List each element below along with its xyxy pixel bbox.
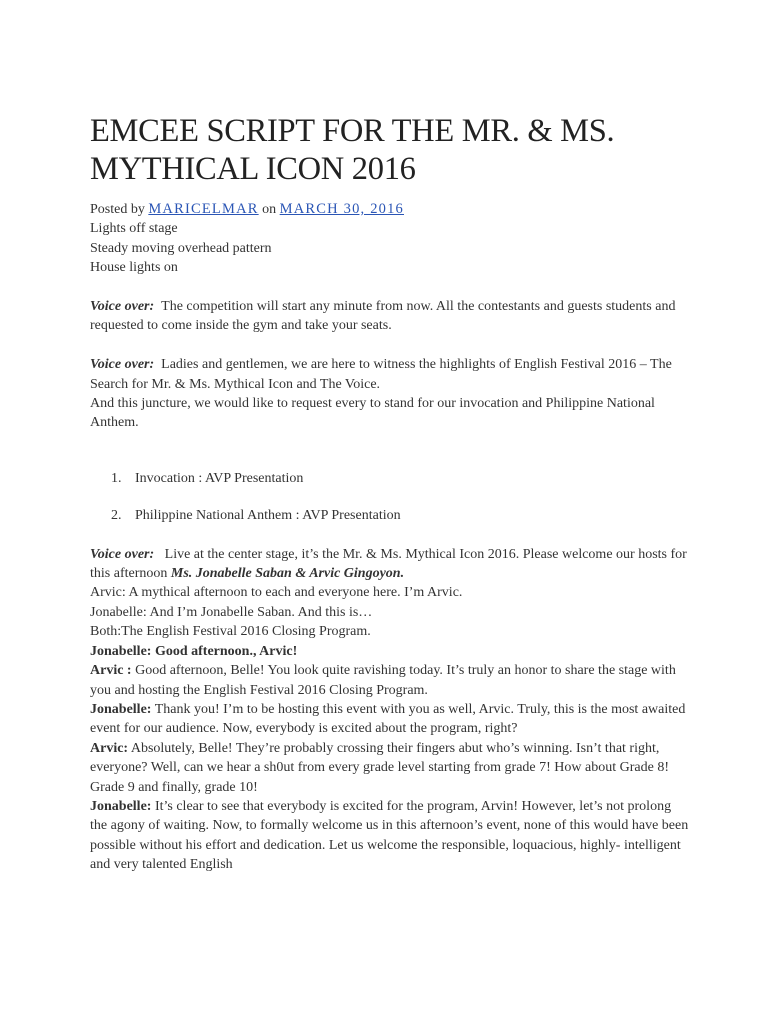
list-item: 1. Invocation : AVP Presentation xyxy=(111,470,304,486)
voice-over-label: Voice over: xyxy=(90,546,155,562)
voice-over-3: Voice over: Live at the center stage, it’s the Mr. & Ms. Mythical Icon 2016. Please welcome our hosts for this afternoon Ms. Jonabelle Saban & Arvic Gingoyon. xyxy=(90,546,687,582)
dialog-line: Jonabelle: It’s clear to see that everybody is excited for the program, Arvin! However, let’s not prolong the agony of waiting. Now, to formally welcome us in this afternoon’s event, none of this would have been possible without his effort and dedication. Let us welcome the responsible, loquacious, highly- intelligent and very talented English xyxy=(90,798,689,873)
dialog-line: Both:The English Festival 2016 Closing Program. xyxy=(90,624,371,640)
dialog-line: Jonabelle: Good afternoon., Arvic! xyxy=(90,643,298,659)
posted-by-label: Posted by xyxy=(90,202,145,217)
dialog-line: Jonabelle: And I’m Jonabelle Saban. And this is… xyxy=(90,604,373,620)
dialog-line: Arvic : Good afternoon, Belle! You look quite ravishing today. It’s truly an honor to share the stage with you and hosting the English Festival 2016 Closing Program. xyxy=(90,663,676,698)
voice-over-1: Voice over: The competition will start any minute from now. All the contestants and guests students and requested to come inside the gym and take your seats. xyxy=(90,299,676,334)
dialog-line: Arvic: A mythical afternoon to each and everyone here. I’m Arvic. xyxy=(90,585,463,601)
dialog-line: Jonabelle: Thank you! I’m to be hosting this event with you as well, Arvic. Truly, this is the most awaited event for our audience. Now, everybody is excited about the program, right? xyxy=(90,701,686,737)
stage-direction: House lights on xyxy=(90,260,178,276)
stage-direction: Steady moving overhead pattern xyxy=(90,240,272,256)
stage-direction: Lights off stage xyxy=(90,221,178,237)
hosts-names: Ms. Jonabelle Saban & Arvic Gingoyon. xyxy=(170,566,405,582)
juncture-paragraph: And this juncture, we would like to request every to stand for our invocation and Philippine National Anthem. xyxy=(90,396,655,431)
article-body xyxy=(90,200,690,875)
dialog-line: Arvic: Absolutely, Belle! They’re probably crossing their fingers abut who’s winning. Isn’t that right, everyone? Well, can we hear a sh0ut from every grade level starting from grade 7! How about Grade 8! Grade 9 and finally, grade 10! xyxy=(90,740,669,795)
voice-over-label: Voice over: xyxy=(90,299,155,315)
speaker: Jonabelle: xyxy=(90,798,152,814)
on-label: on xyxy=(262,202,277,217)
author-link[interactable]: MARICELMAR xyxy=(148,201,259,217)
speaker: Jonabelle: xyxy=(90,701,152,717)
date-link[interactable]: MARCH 30, 2016 xyxy=(279,201,404,217)
program-list xyxy=(90,469,690,526)
speaker: Arvic: xyxy=(90,740,129,756)
post-meta xyxy=(90,200,690,219)
voice-over-2: Voice over: Ladies and gentlemen, we are here to witness the highlights of English Festival 2016 – The Search for Mr. & Ms. Mythical Icon and The Voice. xyxy=(90,357,672,392)
speaker: Arvic : xyxy=(90,663,132,679)
voice-over-label: Voice over: xyxy=(90,357,155,373)
page-title: EMCEE SCRIPT FOR THE MR. & MS. MYTHICAL ICON 2016 xyxy=(90,113,615,187)
list-item: 2. Philippine National Anthem : AVP Presentation xyxy=(111,508,401,524)
